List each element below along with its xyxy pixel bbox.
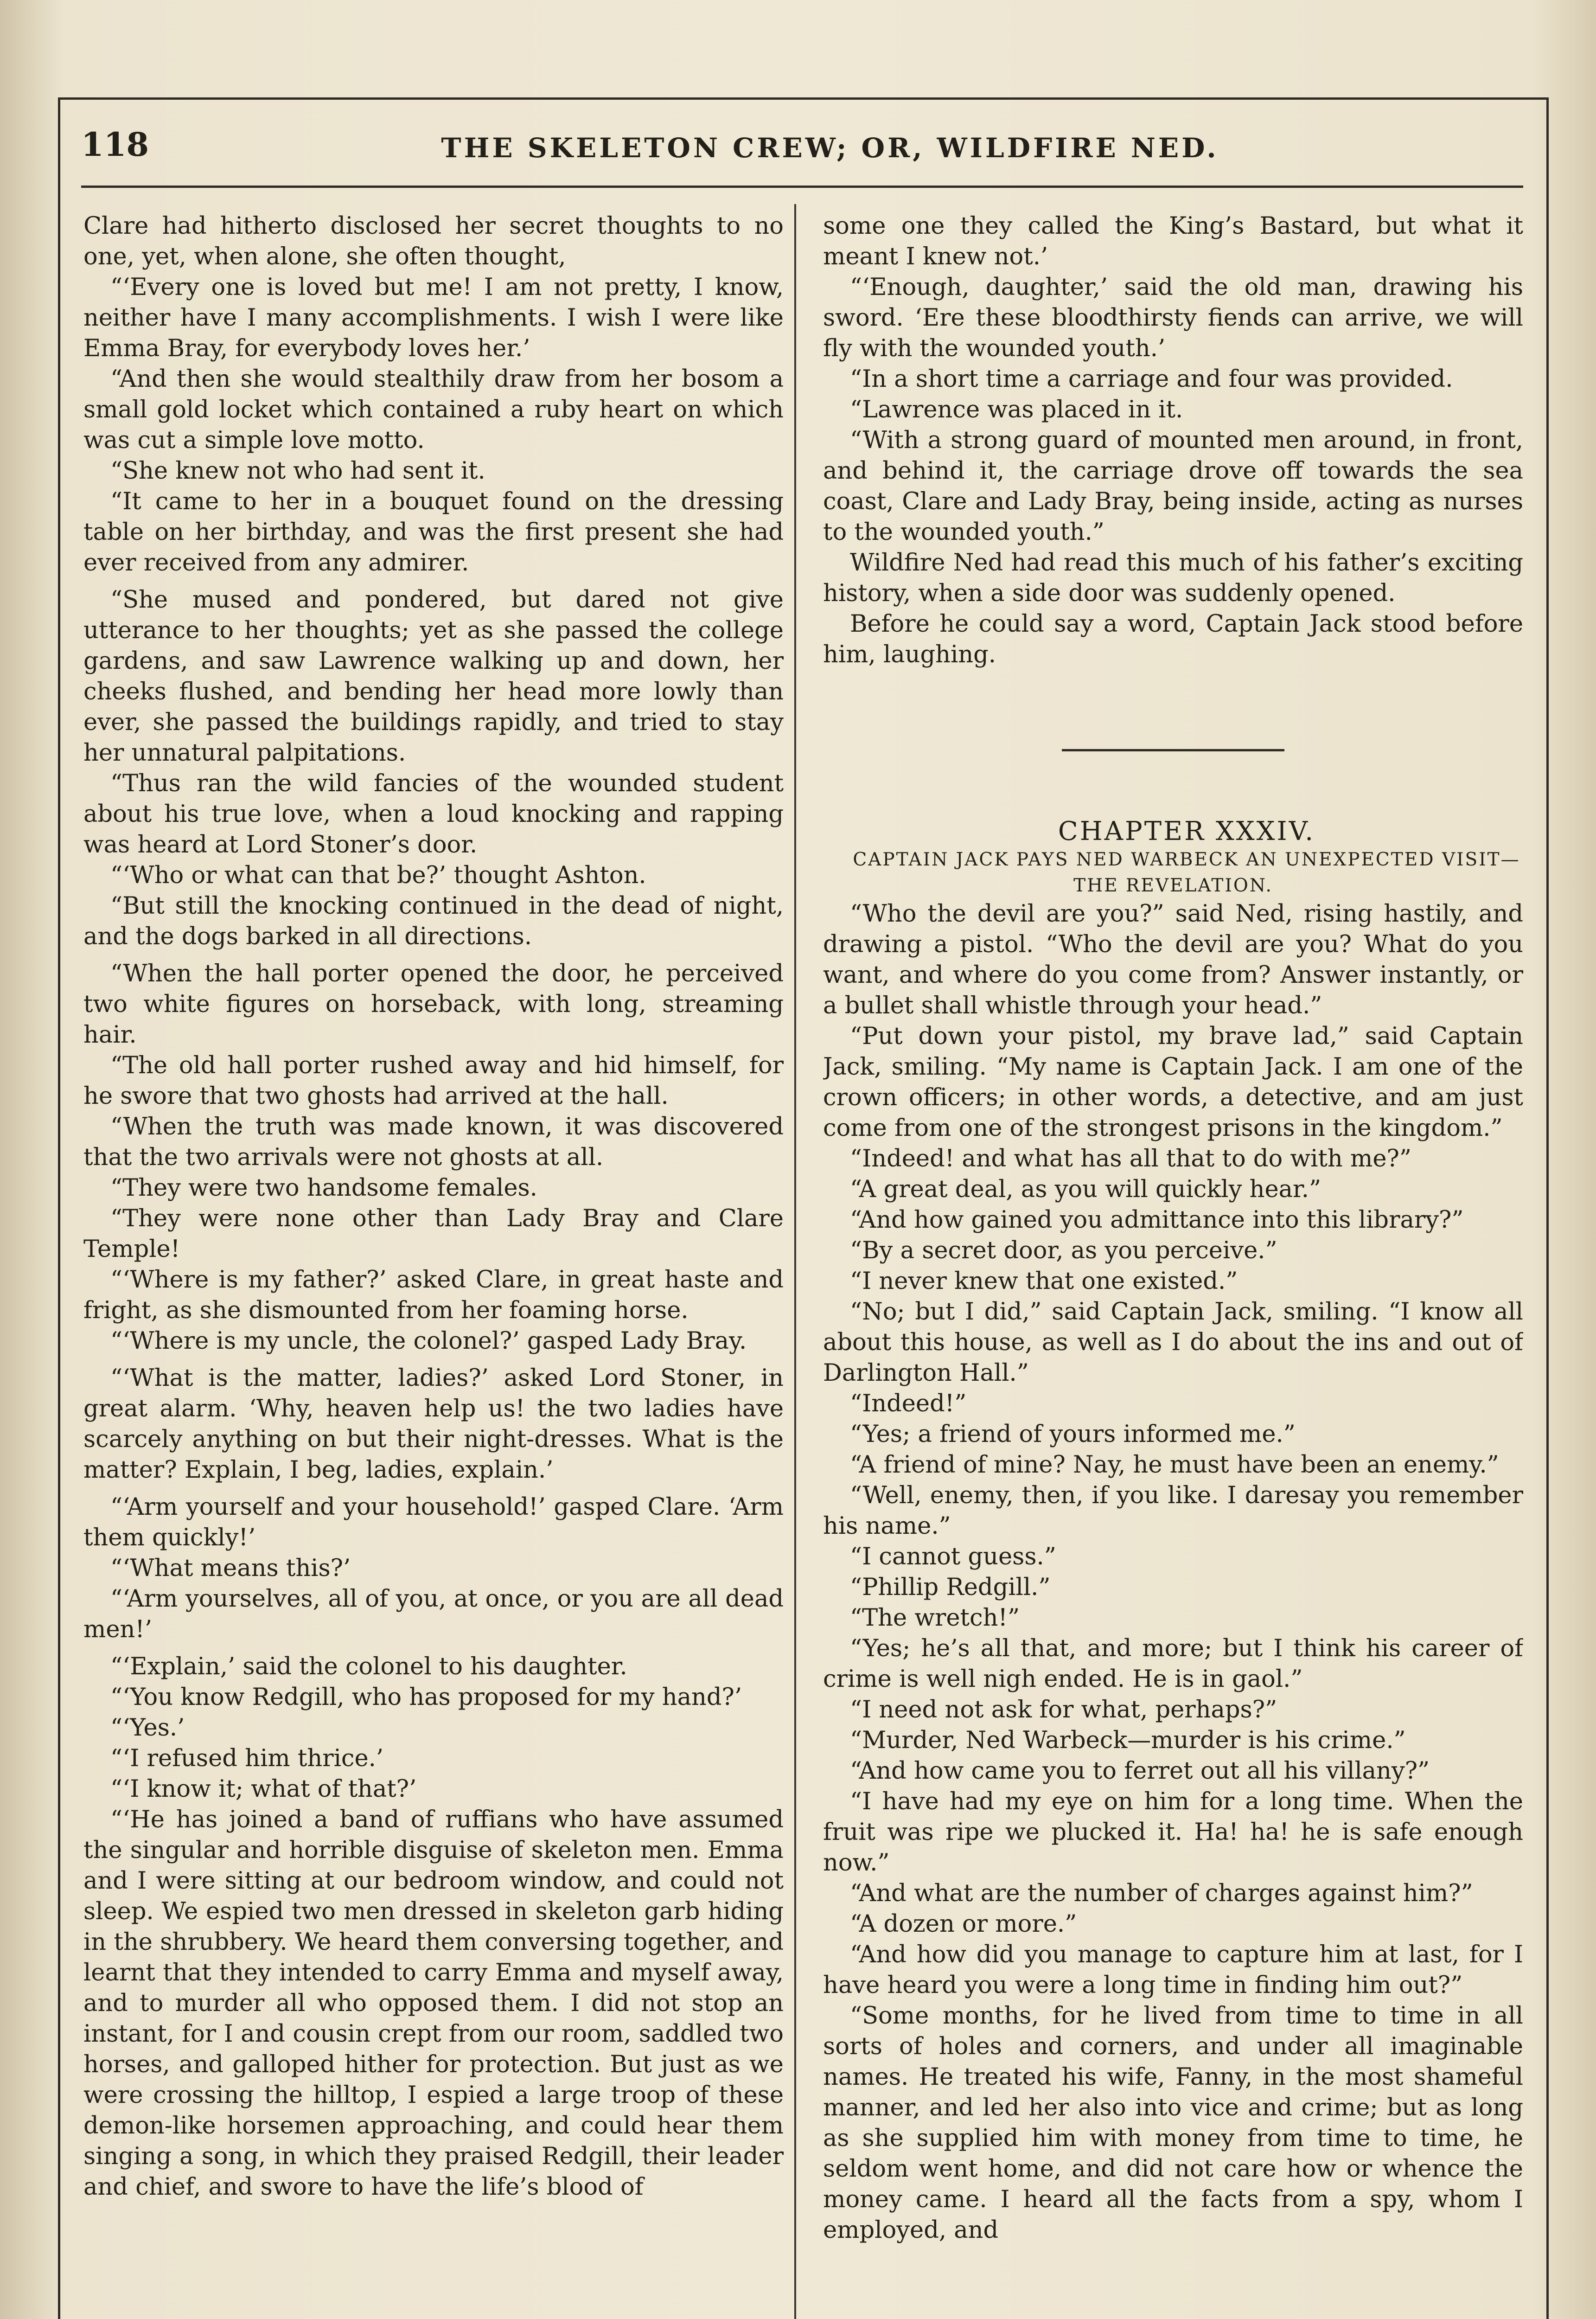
paragraph: “A dozen or more.” — [850, 1910, 1077, 1938]
paragraph: “They were none other than Lady Bray and Clare Temple! — [83, 1205, 784, 1263]
paragraph: “‘Who or what can that be?’ thought Ashton. — [110, 862, 646, 889]
paragraph: “I need not ask for what, perhaps?” — [850, 1696, 1277, 1723]
paragraph: “No; but I did,” said Captain Jack, smiling. “I know all about this house, as well as I do about the ins and out of Darlington Hall.” — [823, 1298, 1523, 1387]
paragraph: “I have had my eye on him for a long time. When the fruit was ripe we plucked it. Ha! ha! he is safe enough now.” — [823, 1788, 1523, 1877]
paragraph: “A friend of mine? Nay, he must have been an enemy.” — [850, 1451, 1499, 1479]
paragraph: “By a secret door, as you perceive.” — [850, 1237, 1277, 1264]
page-number: 118 — [81, 125, 149, 164]
paragraph: “And how did you manage to capture him at last, for I have heard you were a long time in finding him out?” — [823, 1941, 1523, 1999]
paragraph: “‘What is the matter, ladies?’ asked Lord Stoner, in great alarm. ‘Why, heaven help us! the two ladies have scarcely anything on but their night-dresses. What is the matter? Explain, I beg, ladies, explain.’ — [83, 1364, 784, 1484]
paragraph: “Lawrence was placed in it. — [850, 396, 1183, 423]
paragraph: “Yes; he’s all that, and more; but I think his career of crime is well nigh ended. He is in gaol.” — [823, 1635, 1523, 1693]
paragraph: “And how gained you admittance into this library?” — [850, 1206, 1464, 1234]
paragraph: “She mused and pondered, but dared not give utterance to her thoughts; yet as she passed the college gardens, and saw Lawrence walking up and down, her cheeks flushed, and bending her head more lowly than ever, she passed the buildings rapidly, and tried to stay her unnatural palpitations. — [83, 586, 784, 767]
paragraph: Clare had hitherto disclosed her secret thoughts to no one, yet, when alone, she often thought, — [83, 212, 784, 270]
paragraph: “‘Where is my father?’ asked Clare, in great haste and fright, as she dismounted from her foaming horse. — [83, 1266, 784, 1324]
paragraph: some one they called the King’s Bastard, but what it meant I knew not.’ — [823, 212, 1523, 270]
paragraph: “‘Where is my uncle, the colonel?’ gasped Lady Bray. — [110, 1327, 747, 1355]
running-title: THE SKELETON CREW; OR, WILDFIRE NED. — [441, 132, 1219, 164]
paragraph: “‘What means this?’ — [110, 1555, 351, 1582]
column-divider — [794, 204, 796, 2319]
paragraph: “In a short time a carriage and four was provided. — [850, 365, 1453, 393]
paragraph: “I cannot guess.” — [850, 1543, 1056, 1570]
right-column — [823, 211, 1523, 2319]
paragraph: “Yes; a friend of yours informed me.” — [850, 1421, 1296, 1448]
paragraph: “‘Arm yourselves, all of you, at once, or you are all dead men!’ — [83, 1585, 784, 1643]
header-rule — [81, 186, 1523, 188]
paragraph: Before he could say a word, Captain Jack stood before him, laughing. — [823, 610, 1523, 668]
paragraph: “With a strong guard of mounted men around, in front, and behind it, the carriage drove off towards the sea coast, Clare and Lady Bray, being inside, acting as nurses to the wounded youth.” — [823, 427, 1523, 546]
left-column — [83, 211, 784, 2319]
paragraph: “Indeed!” — [850, 1390, 967, 1417]
paragraph: “They were two handsome females. — [110, 1174, 537, 1202]
paragraph: “‘I refused him thrice.’ — [110, 1745, 384, 1772]
paragraph: “‘Every one is loved but me! I am not pretty, I know, neither have I many accomplishments. I wish I were like Emma Bray, for everybody loves her.’ — [83, 274, 784, 362]
paragraph: “The wretch!” — [850, 1604, 1020, 1632]
paragraph: “‘Yes.’ — [110, 1714, 185, 1742]
chapter-subtitle: CAPTAIN JACK PAYS NED WARBECK AN UNEXPECTED VISIT—THE REVELATION. — [853, 849, 1520, 896]
paragraph: “Put down your pistol, my brave lad,” said Captain Jack, smiling. “My name is Captain Jack. I am one of the crown officers; in other words, a detective, and am just come from one of the strongest prisons in the kingdom.” — [823, 1023, 1523, 1142]
chapter-title: CHAPTER XXXIV. — [1058, 816, 1315, 846]
paragraph: “I never knew that one existed.” — [850, 1268, 1238, 1295]
paragraph: “‘You know Redgill, who has proposed for my hand?’ — [110, 1684, 742, 1711]
paragraph: “Thus ran the wild fancies of the wounded student about his true love, when a loud knocking and rapping was heard at Lord Stoner’s door. — [83, 770, 784, 858]
page-header — [81, 118, 1523, 169]
paragraph: “The old hall porter rushed away and hid himself, for he swore that two ghosts had arrived at the hall. — [83, 1052, 784, 1110]
paragraph: “Some months, for he lived from time to time in all sorts of holes and corners, and under all imaginable names. He treated his wife, Fanny, in the most shameful manner, and led her also into vice and crime; but as long as she supplied him with money from time to time, he seldom went home, and did not care how or whence the money came. I heard all the facts from a spy, whom I employed, and — [823, 2002, 1523, 2244]
paragraph: “‘He has joined a band of ruffians who have assumed the singular and horrible disguise of skeleton men. Emma and I were sitting at our bedroom window, and could not sleep. We espied two men dressed in skeleton garb hiding in the shrubbery. We heard them conversing together, and learnt that they intended to carry Emma and myself away, and to murder all who opposed them. I did not stop an instant, for I and cousin crept from our room, saddled two horses, and galloped hither for protection. But just as we were crossing the hilltop, I espied a large troop of these demon-like horsemen approaching, and could hear them singing a song, in which they praised Redgill, their leader and chief, and swore to have the life’s blood of — [83, 1806, 784, 2201]
paragraph: “Phillip Redgill.” — [850, 1574, 1051, 1601]
paragraph: “And what are the number of charges against him?” — [850, 1880, 1473, 1907]
paragraph: “‘I know it; what of that?’ — [110, 1775, 417, 1803]
paragraph: “She knew not who had sent it. — [110, 457, 485, 485]
paragraph: “When the hall porter opened the door, he perceived two white figures on horseback, with long, streaming hair. — [83, 960, 784, 1049]
paragraph: “Indeed! and what has all that to do with me?” — [850, 1145, 1411, 1172]
paragraph: “‘Enough, daughter,’ said the old man, drawing his sword. ‘Ere these bloodthirsty fiends can arrive, we will fly with the wounded youth.’ — [823, 274, 1523, 362]
paragraph: “Who the devil are you?” said Ned, rising hastily, and drawing a pistol. “Who the devil are you? What do you want, and where do you come from? Answer instantly, or a bullet shall whistle through your head.” — [823, 900, 1523, 1019]
paragraph: “And then she would stealthily draw from her bosom a small gold locket which contained a ruby heart on which was cut a simple love motto. — [83, 365, 784, 454]
paragraph: “It came to her in a bouquet found on the dressing table on her birthday, and was the first present she had ever received from any admirer. — [83, 488, 784, 577]
paragraph: “Well, enemy, then, if you like. I daresay you remember his name.” — [823, 1482, 1523, 1540]
section-divider — [1062, 749, 1284, 751]
paragraph: Wildfire Ned had read this much of his father’s exciting history, when a side door was suddenly opened. — [823, 549, 1523, 607]
paragraph: “And how came you to ferret out all his villany?” — [850, 1757, 1430, 1785]
paragraph: “A great deal, as you will quickly hear.” — [850, 1176, 1321, 1203]
paragraph: “Murder, Ned Warbeck—murder is his crime.” — [850, 1727, 1406, 1754]
paragraph: “When the truth was made known, it was discovered that the two arrivals were not ghosts at all. — [83, 1113, 784, 1171]
paragraph: “‘Explain,’ said the colonel to his daughter. — [110, 1653, 627, 1680]
paragraph: “But still the knocking continued in the dead of night, and the dogs barked in all directions. — [83, 892, 784, 950]
paragraph: “‘Arm yourself and your household!’ gasped Clare. ‘Arm them quickly!’ — [83, 1493, 784, 1551]
